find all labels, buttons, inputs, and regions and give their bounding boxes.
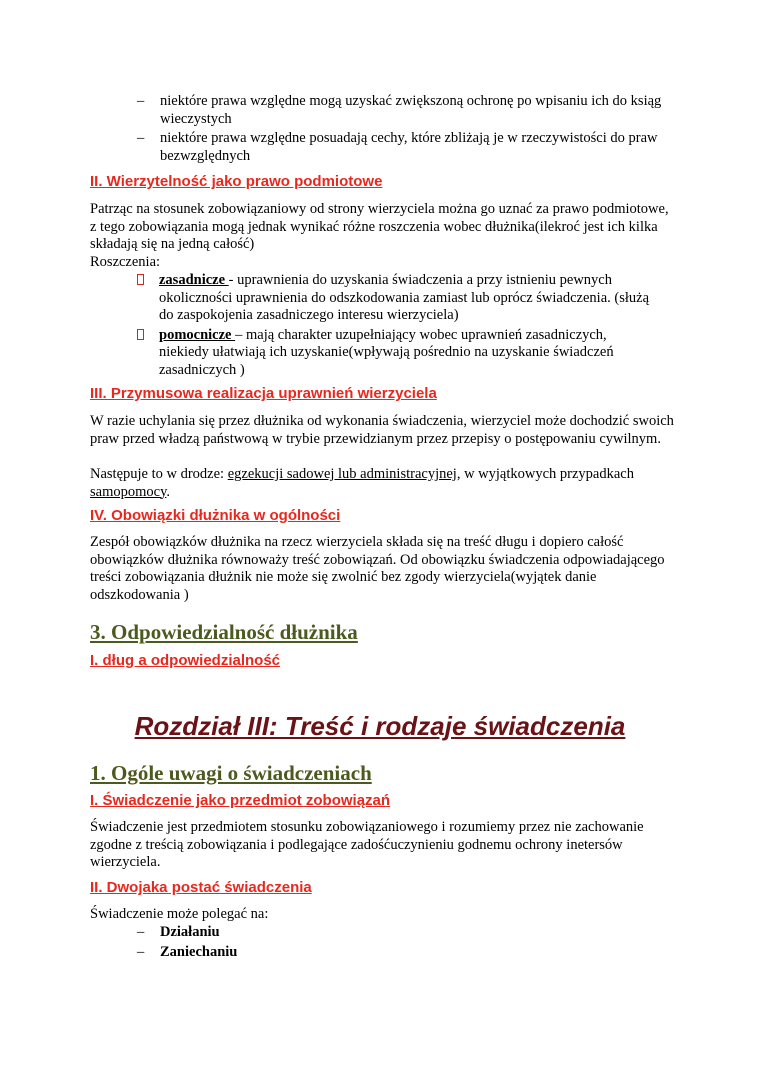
paragraph-swiadczenie-polega: Świadczenie może polegać na: xyxy=(90,906,269,922)
heading-wierzytelnosc: II. Wierzytelność jako prawo podmiotowe xyxy=(90,173,383,190)
dash-marker: – xyxy=(137,130,145,146)
roszczenia-label: Roszczenia: xyxy=(90,254,161,270)
term-zasadnicze: zasadnicze xyxy=(159,272,229,288)
list-item xyxy=(137,924,437,942)
paragraph-swiadczenie-przedmiot: Świadczenie jest przedmiotem stosunku zobowiązaniowego i rozumiemy przez nie zachowanie zgodne z treścią zobowiązania i podlegające zadośćuczynieniu godnemu ochrony inetersów wierzyciela. xyxy=(90,819,644,870)
heading-dlug-odpowiedzialnosc: I. dług a odpowiedzialność xyxy=(90,652,281,669)
list-item xyxy=(137,944,437,962)
term-description: – mają charakter uzupełniający wobec uprawnień zasadniczych, niekiedy ułatwiają ich uzyskanie(wpływają pośrednio na uzyskanie świadczeń zasadniczych ) xyxy=(159,326,614,378)
paragraph-wierzytelnosc: Patrząc na stosunek zobowiązaniowy od strony wierzyciela można go uznać za prawo podmiotowe, z tego zobowiązania mogą jednak wynikać różne roszczenia wobec dłużnika(ilekroć jest ich kilka składają się na jedną całość) xyxy=(90,201,669,252)
term-description: - uprawnienia do uzyskania świadczenia a przy istnieniu pewnych okoliczności uprawnienia do odszkodowania zamiast lub oprócz świadczenia. (służą do zaspokojenia zasadniczego interesu wierzyciela) xyxy=(159,272,650,323)
swiadczenie-forms-list xyxy=(137,924,437,961)
paragraph-przymusowa-realizacja: W razie uchylania się przez dłużnika od wykonania świadczenia, wierzyciel może dochodzić swoich praw przed władzą państwową w trybie przewidzianym przez przepisy o postępowaniu cywilnym. xyxy=(90,413,674,447)
square-bullet-icon xyxy=(137,274,144,285)
heading-dwojaka-postac: II. Dwojaka postać świadczenia xyxy=(90,879,312,896)
text-span: Następuje to w drodze: xyxy=(90,466,228,482)
list-item-text: Działaniu xyxy=(160,924,220,940)
text-span: . xyxy=(166,483,171,500)
roszczenia-list xyxy=(137,272,657,381)
list-item xyxy=(137,130,677,165)
link-samopomoc[interactable]: samopomocy xyxy=(90,483,167,500)
heading-swiadczenie-przedmiot: I. Świadczenie jako przedmiot zobowiązań xyxy=(90,792,391,809)
list-item xyxy=(137,93,677,128)
dash-marker: – xyxy=(137,93,145,109)
list-item xyxy=(137,272,657,325)
list-item-text: Zaniechaniu xyxy=(160,943,238,960)
top-dash-list xyxy=(137,93,677,165)
list-item xyxy=(137,327,657,380)
chapter-title: Rozdział III: Treść i rodzaje świadczenia xyxy=(134,711,626,741)
section-title-odpowiedzialnosc: 3. Odpowiedzialność dłużnika xyxy=(90,620,358,644)
heading-przymusowa-realizacja: III. Przymusowa realizacja uprawnień wierzyciela xyxy=(90,385,437,402)
section-title-ogolne-uwagi: 1. Ogóle uwagi o świadczeniach xyxy=(90,761,372,785)
paragraph-obowiazki-dluznika: Zespół obowiązków dłużnika na rzecz wierzyciela składa się na treść długu i dopiero całość obowiązków dłużnika równoważy treść zobowiązań. Od obowiązku świadczenia odpowiadającego treści zobowiązania dłużnik nie może się zwolnić bez zgody wierzyciela(wyjątek danie odszkodowania ) xyxy=(90,534,665,603)
dash-marker: – xyxy=(137,924,145,940)
list-item-text: niektóre prawa względne mogą uzyskać zwiększoną ochronę po wpisaniu ich do ksiąg wieczystych xyxy=(160,93,662,127)
dash-marker: – xyxy=(137,943,145,960)
term-pomocnicze: pomocnicze xyxy=(159,326,236,343)
heading-obowiazki-dluznika: IV. Obowiązki dłużnika w ogólności xyxy=(90,507,341,524)
list-item-text: niektóre prawa względne posuadają cechy, które zbliżają je w rzeczywistości do praw bezwzględnych xyxy=(160,130,658,164)
link-egzekucja[interactable]: egzekucji sadowej lub administracyjnej xyxy=(227,466,457,482)
paragraph-nastepuje xyxy=(90,466,675,501)
square-bullet-icon xyxy=(137,329,144,340)
text-span: , w wyjątkowych przypadkach xyxy=(456,466,634,482)
